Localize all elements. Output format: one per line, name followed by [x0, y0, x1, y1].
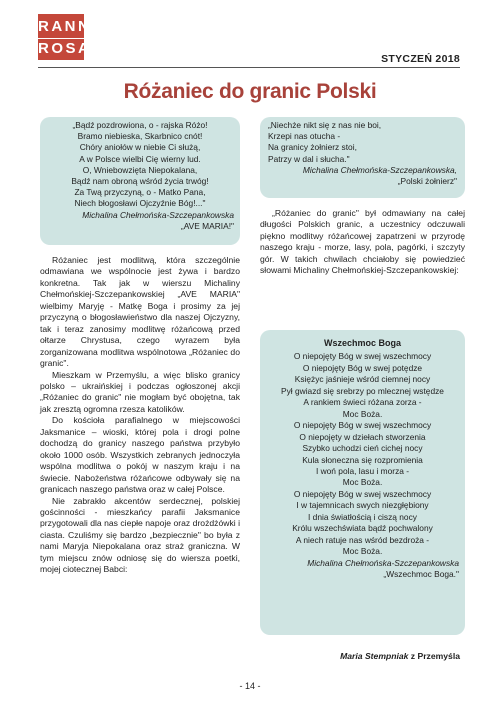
poem-line: Bramo niebieska, Skarbnico cnót! [77, 131, 203, 142]
poem-line: I woń pola, lasu i morza - [315, 465, 410, 476]
poem-line: Patrzy w dal i słucha." [268, 153, 350, 164]
paragraph: Do kościoła parafialnego w miejscowości Jaksmanice – wioski, której pola i drogi polne dochodzą do granicy naszego państwa przybyło około 1000 osób. Wszystkich zebranych jednoczyła wspólna modlitwa o pokój w naszym kraju i na świecie. Nabożeństwa różańcowe odbywały się na granicach naszego państwa oraz w całej Polsce. [40, 415, 240, 495]
logo-line-1: RANNA [38, 17, 84, 39]
poem-lines [268, 120, 457, 165]
poem-line: Bądź nam obroną wśród życia trwóg! [71, 176, 209, 187]
poem-line: I dnia światłością i ciszą nocy [308, 511, 417, 522]
page-number: - 14 - [239, 681, 261, 691]
poem-line: O, Wniebowzięta Niepokalana, [82, 164, 198, 175]
poem-lines [46, 120, 234, 210]
poem-attribution: Michalina Chełmońska-Szczepankowska, [302, 164, 457, 175]
poem-line: Chóry aniołów w niebie Ci służą, [79, 142, 201, 153]
poem-line: „Bądź pozdrowiona, o - rajska Różo! [72, 120, 208, 130]
paragraph: Nie zabrakło akcentów serdecznej, polskiej gościnności - mieszkańcy parafii Jaksmanice przygotowali dla nas ciepłe napoje oraz drożdżówki i ciasta. Czuliśmy się bardzo „bezpiecznie" bo była z nami Maryja Niepokalana oraz straż graniczna. W tym miejscu znów odniosę się do wiersza poetki, mojej ciotecznej Babci: [40, 495, 240, 575]
poem-line: O niepojęty Bóg w swej wszechmocy [293, 420, 432, 431]
poem-title: Wszechmoc Boga [323, 338, 401, 348]
author-location: z Przemyśla [408, 651, 460, 661]
poem-line: Księżyc jaśnieje wśród ciemnej nocy [294, 374, 431, 385]
poem-line: Niech błogosławi Ojczyźnie Bóg!..." [74, 198, 206, 209]
poem-line: A rankiem świeci różana zorza - [303, 397, 422, 408]
poem-line: Pył gwiazd się srebrzy po mlecznej wstędze [281, 385, 444, 396]
poem-line: Za Twą przyczyną, o - Matko Pana, [74, 187, 206, 198]
poem-attribution: Michalina Chełmońska-Szczepankowska [82, 209, 234, 220]
article-title: Różaniec do granic Polski [123, 80, 377, 103]
poem-line: I w tajemnicach swych niezgłębiony [296, 500, 429, 511]
poem-line: Moc Boża. [342, 408, 383, 419]
poem-source: „Polski żołnierz" [397, 176, 457, 187]
poem-line: O niepojęty Bóg w swej wszechmocy [293, 351, 432, 362]
poem-ave-maria [40, 117, 240, 245]
poem-polski-zolnierz [260, 117, 465, 198]
poem-attribution: Michalina Chełmońska-Szczepankowska [307, 557, 459, 568]
header-divider [38, 67, 460, 68]
poem-line: Szybko uchodzi cień cichej nocy [302, 443, 423, 454]
issue-date: STYCZEŃ 2018 [381, 53, 460, 65]
poem-source: „Wszechmoc Boga." [383, 569, 459, 580]
paragraph: „Różaniec do granic" był odmawiany na całej długości Polskich granic, a uczestnicy odczuwali piękno modlitwy różańcowej zapatrzeni w przyrodę naszego kraju - morze, lasy, pola, pagórki, i szczyty gór. W takich chwilach chciałoby się powiedzieć słowami Michaliny Chełmońskiej-Szczepankowskiej: [260, 208, 465, 276]
poem-line: A niech ratuje nas wśród bezdroża - [295, 534, 430, 545]
article-left-column [40, 255, 240, 576]
poem-line: O niepojęty Bóg w swej potędze [302, 362, 423, 373]
magazine-logo [38, 14, 105, 60]
poem-line: Na granicy żołnierz stoi, [268, 142, 357, 153]
poem-line: O niepojęty Bóg w swej wszechmocy [293, 488, 432, 499]
article-author [340, 651, 460, 661]
poem-lines [266, 351, 459, 557]
poem-line: „Niechże nikt się z nas nie boi, [268, 120, 382, 130]
poem-line: A w Polsce wielbi Cię wierny lud. [79, 153, 201, 164]
poem-line: Moc Boża. [342, 477, 383, 488]
poem-line: Krzepi nas otucha - [268, 131, 341, 142]
poem-line: Kula słoneczna się rozpromienia [302, 454, 423, 465]
poem-source: „AVE MARIA!" [180, 220, 234, 231]
poem-line: O niepojęty w dziełach stworzenia [299, 431, 426, 442]
article-right-column [260, 208, 465, 277]
logo-line-2: ROSA [38, 40, 92, 57]
paragraph: Różaniec jest modlitwą, która szczególnie odmawiana we wspólnocie jest żywa i bardzo konkretna. Tak jak w wierszu Michaliny Chełmońskiej-Szczepankowskiej „AVE MARIA" wielbimy Maryję - Matkę Boga i prosimy za jej przyczyną o błogosławieństwo dla naszej Ojczyzny, tak i teraz zanosimy modlitwę różańcową przed ołtarze Chrystusa, czego wyrazem była zorganizowana modlitwa wspólnotowa „Różaniec do granic". [40, 255, 240, 369]
paragraph: Mieszkam w Przemyślu, a więc blisko granicy polsko – ukraińskiej i podczas ogłoszonej akcji „Różaniec do granic" nie mogłam być obojętna, tak jak zresztą ogromna rzesza katolików. [40, 369, 240, 414]
poem-line: Królu wszechświata bądź pochwalony [292, 523, 433, 534]
author-name: Maria Stempniak [340, 651, 409, 661]
poem-wszechmoc-boga [260, 330, 465, 635]
poem-line: Moc Boża. [342, 546, 383, 557]
